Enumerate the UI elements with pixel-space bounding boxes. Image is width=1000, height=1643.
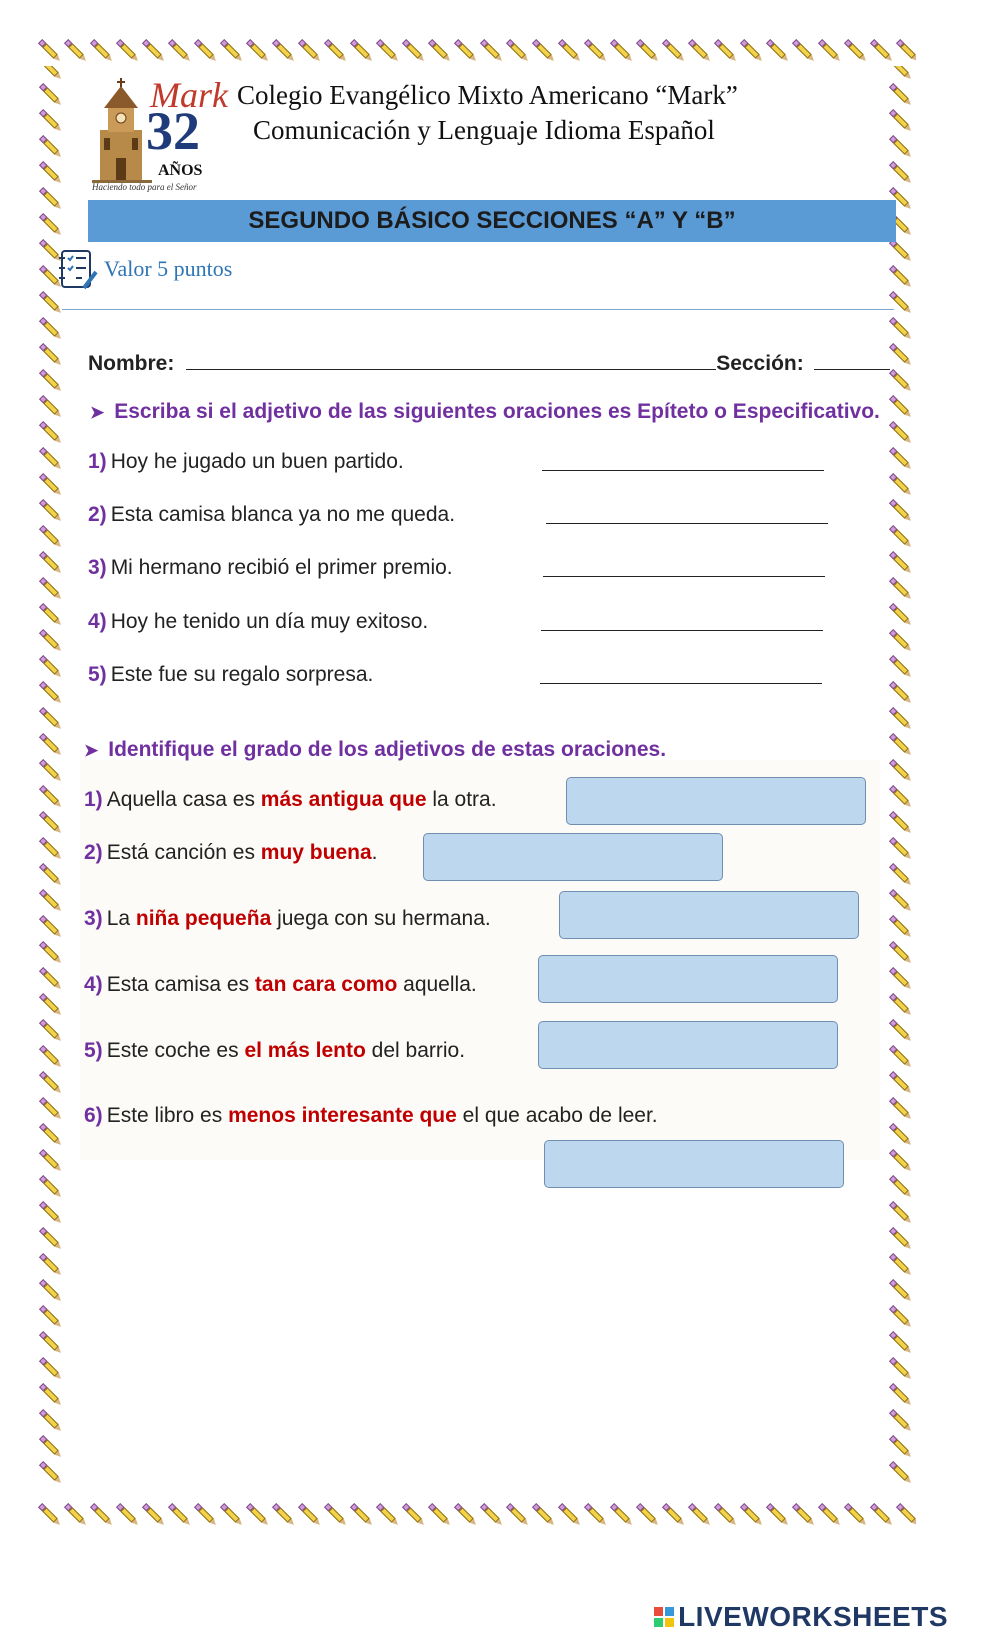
pencil-icon [324,39,348,63]
pencil-border-right [886,66,916,1500]
pencil-icon [39,187,63,211]
pencil-icon [766,1503,790,1527]
pencil-icon [818,1503,842,1527]
liveworksheets-grid-icon [654,1607,674,1627]
pencil-icon [39,421,63,445]
pencil-icon [870,39,894,63]
pencil-icon [39,1149,63,1173]
pencil-icon [39,135,63,159]
pencil-icon [39,447,63,471]
pencil-icon [818,39,842,63]
pencil-icon [532,39,556,63]
pencil-icon [39,66,63,81]
pencil-icon [889,1409,913,1433]
pencil-icon [39,1461,63,1485]
logo-years-number: 32 [146,101,200,161]
pencil-icon [272,1503,296,1527]
pencil-icon [844,1503,868,1527]
pencil-icon [889,811,913,835]
pencil-icon [116,39,140,63]
pencil-icon [889,551,913,575]
pencil-icon [38,1503,62,1527]
pencil-icon [402,1503,426,1527]
pencil-border-bottom [36,1500,916,1530]
pencil-icon [194,39,218,63]
arrow-bullet-icon: ➤ [84,741,99,760]
answer-box-6[interactable] [544,1140,844,1188]
pencil-icon [740,1503,764,1527]
student-info-row [88,352,890,376]
pencil-icon [116,1503,140,1527]
pencil-border-top [36,36,916,66]
answer-box-1[interactable] [566,777,866,825]
logo-motto: Haciendo todo para el Señor [92,182,197,192]
checklist-icon [56,248,98,292]
pencil-icon [889,395,913,419]
pencil-icon [39,1071,63,1095]
pencil-icon [39,577,63,601]
pencil-icon [39,889,63,913]
pencil-icon [90,1503,114,1527]
pencil-icon [246,1503,270,1527]
pencil-icon [39,1201,63,1225]
pencil-icon [889,317,913,341]
pencil-icon [889,499,913,523]
pencil-icon [889,863,913,887]
logo-years-label: AÑOS [158,162,203,179]
pencil-icon [889,265,913,289]
liveworksheets-logo: LIVEWORKSHEETS [654,1601,948,1633]
pencil-icon [39,213,63,237]
list-item: 4) Esta camisa es tan cara como aquella. [84,973,477,996]
pencil-icon [428,1503,452,1527]
pencil-icon [39,1383,63,1407]
pencil-icon [889,473,913,497]
pencil-icon [766,39,790,63]
pencil-icon [889,1331,913,1355]
pencil-icon [558,1503,582,1527]
subject-title: Comunicación y Lenguaje Idioma Español [253,115,715,145]
pencil-icon [39,473,63,497]
logo-brand-text: Mark [150,75,228,115]
pencil-icon [889,447,913,471]
pencil-icon [39,499,63,523]
pencil-icon [896,39,916,63]
pencil-icon [39,395,63,419]
pencil-icon [889,577,913,601]
pencil-icon [889,1253,913,1277]
pencil-icon [889,889,913,913]
pencil-icon [889,1305,913,1329]
pencil-icon [714,1503,738,1527]
pencil-icon [64,39,88,63]
pencil-icon [39,915,63,939]
part1-instruction: ➤ Escriba si el adjetivo de las siguientes oraciones es Epíteto o Especificativo. [90,400,880,423]
school-logo [90,75,230,196]
pencil-icon [39,1227,63,1251]
list-item: 5) Este coche es el más lento del barrio. [84,1039,466,1062]
school-name: Colegio Evangélico Mixto Americano “Mark” [237,80,738,110]
pencil-icon [454,1503,478,1527]
pencil-icon [39,1409,63,1433]
pencil-icon [168,1503,192,1527]
pencil-icon [889,1045,913,1069]
pencil-icon [662,39,686,63]
pencil-icon [889,1123,913,1147]
pencil-icon [889,993,913,1017]
pencil-icon [376,1503,400,1527]
pencil-icon [39,967,63,991]
pencil-icon [39,1175,63,1199]
pencil-icon [39,1253,63,1277]
answer-line-2[interactable] [546,523,828,524]
pencil-icon [298,39,322,63]
pencil-icon [889,759,913,783]
pencil-icon [889,1071,913,1095]
pencil-icon [38,39,62,63]
pencil-icon [889,66,913,81]
pencil-icon [889,83,913,107]
answer-line-4[interactable] [541,630,823,631]
pencil-icon [272,39,296,63]
pencil-icon [39,603,63,627]
list-item: 2) Está canción es muy buena. [84,841,378,864]
pencil-icon [39,317,63,341]
answer-box-3[interactable] [559,891,859,939]
grade-banner: SEGUNDO BÁSICO SECCIONES “A” Y “B” [88,200,896,242]
pencil-icon [39,1097,63,1121]
pencil-icon [740,39,764,63]
pencil-icon [889,603,913,627]
pencil-icon [636,39,660,63]
pencil-icon [688,39,712,63]
section-field[interactable] [814,369,890,370]
pencil-icon [168,39,192,63]
pencil-icon [889,941,913,965]
pencil-icon [889,1201,913,1225]
pencil-icon [39,1045,63,1069]
divider [62,309,894,310]
pencil-icon [142,1503,166,1527]
pencil-icon [889,681,913,705]
pencil-icon [324,1503,348,1527]
pencil-icon [558,39,582,63]
pencil-icon [39,707,63,731]
pencil-icon [39,1305,63,1329]
pencil-icon [792,39,816,63]
answer-box-2[interactable] [423,833,723,881]
pencil-icon [142,39,166,63]
pencil-icon [714,39,738,63]
list-item: 3) Mi hermano recibió el primer premio. [88,556,453,579]
name-label: Nombre: [88,352,175,375]
pencil-icon [506,1503,530,1527]
pencil-icon [889,629,913,653]
pencil-icon [506,39,530,63]
pencil-icon [39,1123,63,1147]
pencil-icon [889,1461,913,1485]
pencil-icon [662,1503,686,1527]
answer-line-1[interactable] [542,470,824,471]
pencil-icon [39,655,63,679]
pencil-icon [39,1279,63,1303]
pencil-icon [610,1503,634,1527]
pencil-icon [39,759,63,783]
pencil-icon [220,39,244,63]
pencil-icon [246,39,270,63]
answer-box-4[interactable] [538,955,838,1003]
pencil-icon [889,1435,913,1459]
pencil-icon [39,785,63,809]
pencil-icon [889,785,913,809]
pencil-icon [39,941,63,965]
pencil-icon [39,83,63,107]
pencil-icon [889,1149,913,1173]
section-label: Sección: [716,352,804,375]
pencil-icon [350,39,374,63]
pencil-icon [889,1357,913,1381]
pencil-icon [298,1503,322,1527]
pencil-icon [889,109,913,133]
list-item: 4) Hoy he tenido un día muy exitoso. [88,610,429,633]
pencil-icon [64,1503,88,1527]
pencil-icon [39,1357,63,1381]
pencil-icon [889,291,913,315]
pencil-icon [39,161,63,185]
pencil-icon [39,369,63,393]
pencil-icon [844,39,868,63]
pencil-icon [480,39,504,63]
pencil-icon [889,655,913,679]
list-item: 3) La niña pequeña juega con su hermana. [84,907,491,930]
pencil-icon [39,863,63,887]
arrow-bullet-icon: ➤ [90,403,105,422]
pencil-icon [480,1503,504,1527]
pencil-icon [350,1503,374,1527]
pencil-icon [889,525,913,549]
pencil-icon [39,733,63,757]
pencil-icon [39,109,63,133]
pencil-icon [428,39,452,63]
pencil-icon [889,343,913,367]
part2-instruction: ➤ Identifique el grado de los adjetivos de estas oraciones. [84,738,667,761]
pencil-icon [889,1383,913,1407]
pencil-icon [90,39,114,63]
pencil-icon [39,993,63,1017]
pencil-icon [889,967,913,991]
pencil-icon [889,369,913,393]
pencil-icon [889,837,913,861]
pencil-icon [584,1503,608,1527]
pencil-icon [532,1503,556,1527]
pencil-icon [39,291,63,315]
pencil-icon [889,135,913,159]
score-value: Valor 5 puntos [104,256,233,281]
pencil-icon [584,39,608,63]
pencil-icon [39,343,63,367]
pencil-icon [39,837,63,861]
list-item: 1) Aquella casa es más antigua que la otra. [84,788,497,811]
pencil-icon [39,629,63,653]
name-field[interactable] [186,369,716,370]
pencil-icon [889,1227,913,1251]
pencil-icon [889,915,913,939]
pencil-icon [39,1435,63,1459]
list-item: 1) Hoy he jugado un buen partido. [88,450,404,473]
pencil-icon [889,421,913,445]
pencil-icon [39,525,63,549]
pencil-icon [792,1503,816,1527]
pencil-icon [39,681,63,705]
pencil-icon [39,811,63,835]
pencil-icon [39,551,63,575]
pencil-icon [220,1503,244,1527]
answer-line-5[interactable] [540,683,822,684]
pencil-icon [896,1503,916,1527]
pencil-icon [870,1503,894,1527]
pencil-icon [194,1503,218,1527]
pencil-icon [376,39,400,63]
pencil-icon [39,1331,63,1355]
pencil-icon [889,707,913,731]
pencil-icon [889,1019,913,1043]
answer-box-5[interactable] [538,1021,838,1069]
pencil-icon [402,39,426,63]
pencil-icon [889,1279,913,1303]
pencil-icon [39,1019,63,1043]
pencil-icon [610,39,634,63]
pencil-icon [688,1503,712,1527]
list-item: 2) Esta camisa blanca ya no me queda. [88,503,456,526]
pencil-icon [454,39,478,63]
list-item: 6) Este libro es menos interesante que el que acabo de leer. [84,1104,658,1127]
pencil-icon [889,161,913,185]
answer-line-3[interactable] [543,576,825,577]
pencil-icon [889,1097,913,1121]
pencil-icon [889,1175,913,1199]
pencil-icon [889,733,913,757]
pencil-icon [889,239,913,263]
list-item: 5) Este fue su regalo sorpresa. [88,663,374,686]
pencil-icon [636,1503,660,1527]
